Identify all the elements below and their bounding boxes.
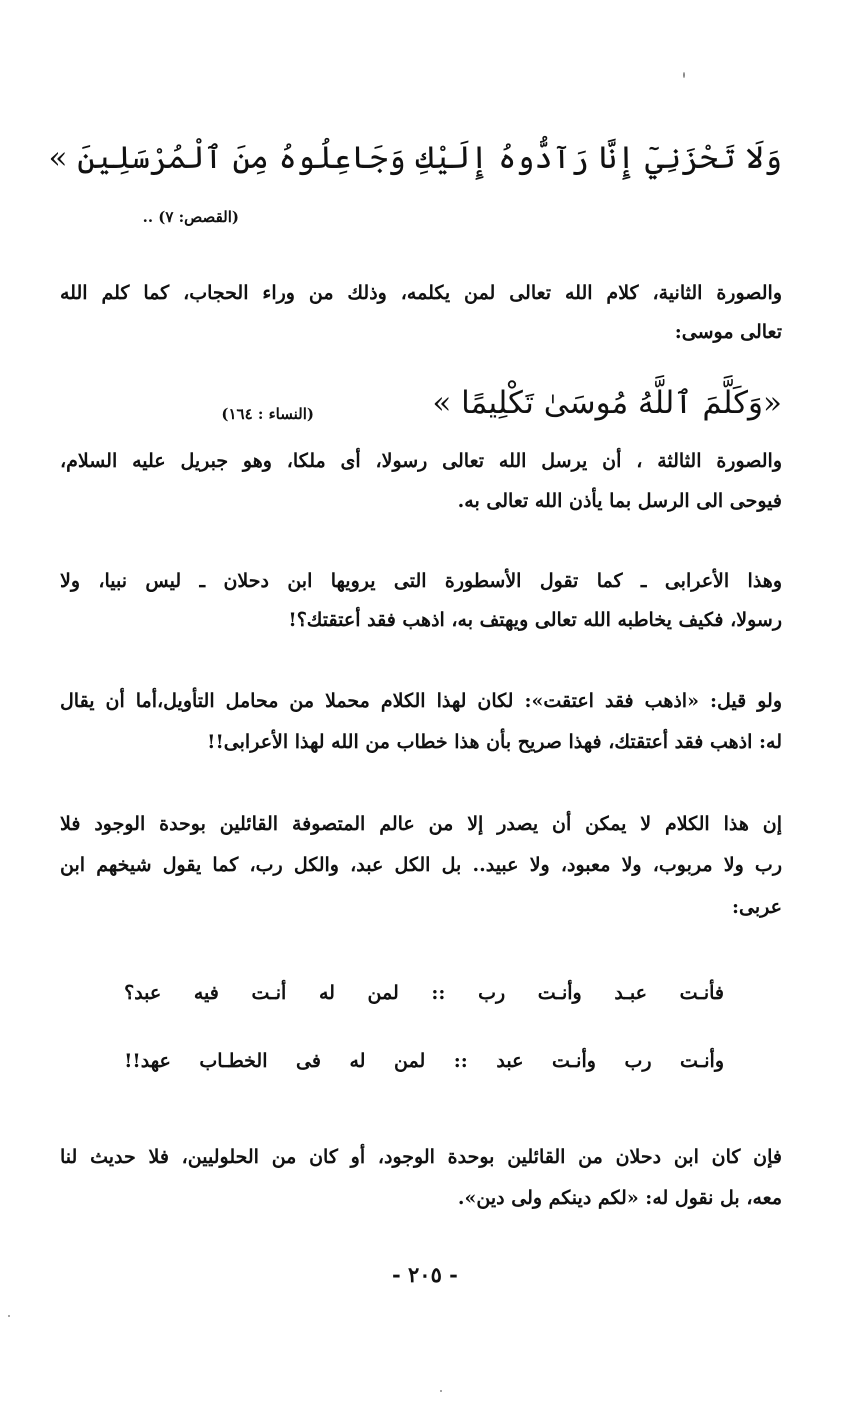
poem-word: لمن — [367, 982, 399, 1004]
paragraph-line: تعالى موسى: — [674, 321, 782, 343]
poem-word: فأنـت — [679, 982, 724, 1004]
poem-word: لمن — [394, 1050, 426, 1072]
poem-word: فيه — [193, 982, 219, 1004]
poem-word: أنـت — [251, 982, 287, 1004]
scan-speck — [683, 72, 685, 78]
verse-reference-nisa: (النساء : ١٦٤) — [221, 405, 314, 423]
poem-word: وأنـت — [551, 1050, 596, 1072]
poem-word: له — [318, 982, 335, 1004]
poem-separator: :: — [453, 1050, 468, 1072]
paragraph-line: وهذا الأعرابى ـ كما تقول الأسطورة التى يرويها ابن دحلان ـ ليس نبيا، ولا — [60, 570, 782, 592]
poem-word: رب — [478, 982, 506, 1004]
poem-line-1 — [124, 982, 724, 1004]
paragraph-line: إن هذا الكلام لا يمكن أن يصدر إلا من عالم المتصوفة القائلين بوحدة الوجود فلا — [60, 813, 782, 835]
poem-word: رب — [624, 1050, 652, 1072]
paragraph-line: ولو قيل: «اذهب فقد اعتقت»: لكان لهذا الكلام محملا من محامل التأويل،أما أن يقال — [60, 690, 782, 712]
poem-line-2 — [124, 1050, 724, 1072]
paragraph-line: فإن كان ابن دحلان من القائلين بوحدة الوجود، أو كان من الحلوليين، فلا حديث لنا — [60, 1146, 782, 1168]
poem-word: وأنـت — [537, 982, 582, 1004]
poem-word: عهد!! — [124, 1050, 171, 1072]
paragraph-line: رب ولا مربوب، ولا معبود، ولا عبيد.. بل الكل عبد، والكل رب، كما يقول شيخهم ابن — [60, 854, 782, 876]
quran-verse-qasas: وَلَا تَحْزَنِيٓ إِنَّا رَآدُّوهُ إِلَيْكِ وَجَاعِلُوهُ مِنَ ٱلْمُرْسَلِينَ » — [48, 140, 782, 176]
poem-word: عبـد — [614, 982, 647, 1004]
paragraph-line: معه، بل نقول له: «لكم دينكم ولى دين». — [457, 1187, 782, 1209]
page-number: - ٢٠٥ - — [392, 1262, 458, 1287]
paragraph-line: رسولا، فكيف يخاطبه الله تعالى ويهتف به، اذهب فقد أعتقتك؟! — [288, 609, 782, 631]
paragraph-line: له: اذهب فقد أعتقتك، فهذا صريح بأن هذا خطاب من الله لهذا الأعرابى!! — [207, 731, 782, 753]
paragraph-line: والصورة الثالثة ، أن يرسل الله تعالى رسولا، أى ملكا، وهو جبريل عليه السلام، — [60, 450, 782, 472]
poem-word: فى — [296, 1050, 321, 1072]
paragraph-line: عربى: — [732, 896, 782, 918]
verse-reference-qasas: (القصص: ٧) .. — [142, 208, 239, 226]
poem-word: له — [349, 1050, 366, 1072]
poem-word: عبد — [496, 1050, 524, 1072]
scan-speck — [8, 1315, 10, 1317]
scan-speck — [440, 1390, 442, 1392]
poem-word: وأنـت — [680, 1050, 724, 1072]
poem-separator: :: — [431, 982, 446, 1004]
quran-verse-nisa: «وَكَلَّمَ ٱللَّهُ مُوسَىٰ تَكْلِيمًا » — [432, 385, 782, 421]
paragraph-line: فيوحى الى الرسل بما يأذن الله تعالى به. — [457, 490, 782, 512]
paragraph-line: والصورة الثانية، كلام الله تعالى لمن يكلمه، وذلك من وراء الحجاب، كما كلم الله — [60, 282, 782, 304]
poem-word: عبد؟ — [124, 982, 162, 1004]
poem-word: الخطـاب — [199, 1050, 268, 1072]
